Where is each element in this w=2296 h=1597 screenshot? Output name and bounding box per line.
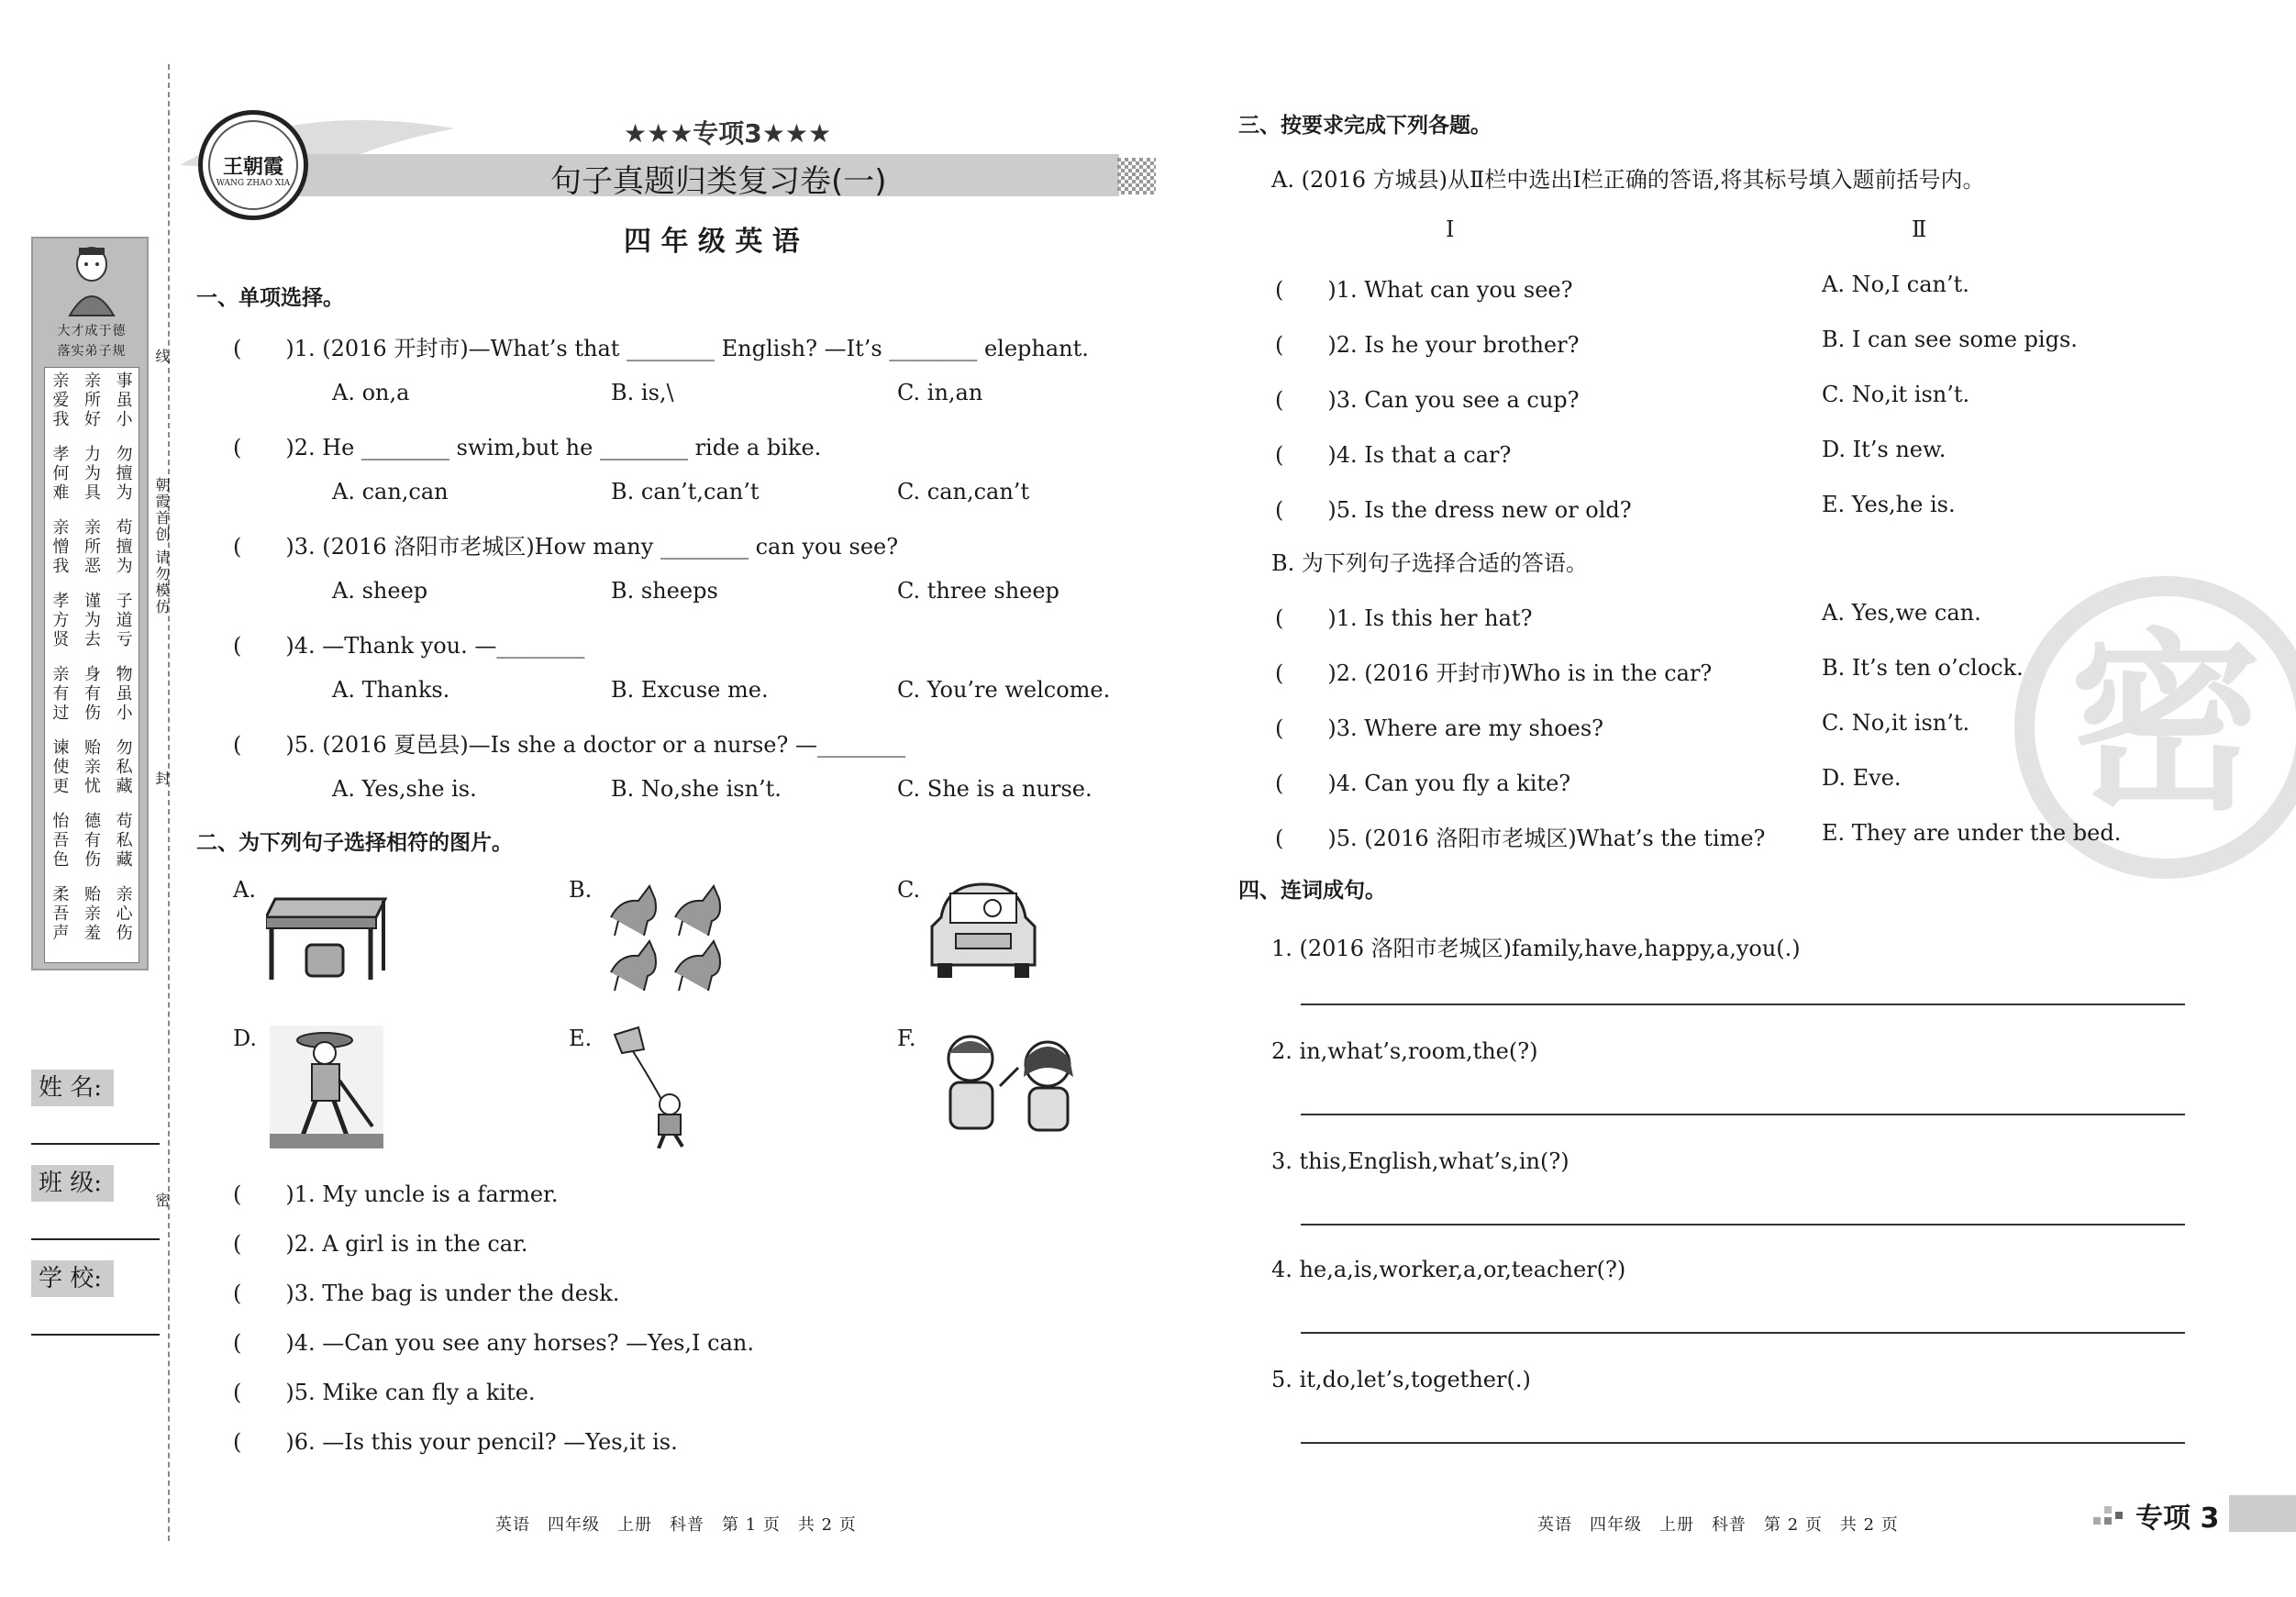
verse: 贻亲羞 (83, 885, 101, 943)
class-label: 班 级: (31, 1165, 114, 1202)
verse: 事虽小 (116, 372, 133, 429)
verse: 怡吾色 (52, 812, 70, 870)
answer-line[interactable] (1301, 1442, 2185, 1444)
p2-sentence: ( )3. The bag is under the desk. (233, 1281, 620, 1306)
option[interactable]: B. Excuse me. (611, 677, 769, 703)
option[interactable]: A. sheep (332, 578, 428, 604)
logo-subtext: WANG ZHAO XIA (216, 179, 291, 188)
option[interactable]: A. Thanks. (332, 677, 450, 703)
picture-label: D. (233, 1026, 258, 1051)
option[interactable]: C. can,can’t (897, 479, 1030, 505)
seal-note: 朝霞首创 请勿模仿 (153, 477, 171, 616)
verse: 谏使更 (52, 738, 70, 796)
school-label: 学 校: (31, 1260, 114, 1297)
verse: 柔吾声 (52, 885, 70, 943)
p3a-answer: E. Yes,he is. (1822, 492, 1956, 517)
p3a-question: ( )1. What can you see? (1275, 277, 1573, 303)
picture-label: F. (897, 1026, 916, 1051)
verse: 物虽小 (116, 665, 133, 723)
verse: 亲爱我 (52, 372, 70, 429)
scholar-figure-icon (61, 244, 123, 317)
verse: 苟擅为 (116, 518, 133, 576)
p3b-answer: D. Eve. (1822, 765, 1902, 791)
verse: 孝何难 (52, 445, 70, 503)
verse: 亲有过 (52, 665, 70, 723)
motto-line-1: 大才成于德 (57, 324, 127, 338)
kite-boy-picture (602, 1026, 703, 1148)
logo-text: 王朝霞 (222, 155, 283, 179)
page-title: 句子真题归类复习卷(一) (550, 163, 887, 200)
corner-label: 专项 3 (2135, 1503, 2220, 1535)
verse: 勿擅为 (116, 445, 133, 503)
option[interactable]: A. Yes,she is. (332, 776, 477, 802)
verse: 亲所恶 (83, 518, 101, 576)
verse: 子道亏 (116, 592, 133, 649)
name-field[interactable] (31, 1143, 160, 1145)
picture-label: E. (569, 1026, 593, 1051)
verse: 谨为去 (83, 592, 101, 649)
verse: 苟私藏 (116, 812, 133, 870)
p1-question: ( )2. He ________ swim,but he ________ ride a bike. (233, 435, 822, 460)
option[interactable]: B. No,she isn’t. (611, 776, 782, 802)
p2-sentence: ( )4. —Can you see any horses? —Yes,I can. (233, 1330, 754, 1356)
option[interactable]: B. sheeps (611, 578, 718, 604)
seal-note: 线 (153, 349, 171, 365)
option[interactable]: A. can,can (332, 479, 449, 505)
desk-with-bag-picture (266, 881, 394, 981)
p2-sentence: ( )2. A girl is in the car. (233, 1231, 528, 1257)
p1-question: ( )4. —Thank you. —________ (233, 633, 585, 659)
p3a-question: ( )4. Is that a car? (1275, 442, 1512, 468)
option[interactable]: B. can’t,can’t (611, 479, 760, 505)
p3b-question: ( )4. Can you fly a kite? (1275, 771, 1571, 796)
p4-item: 5. it,do,let’s,together(.) (1271, 1367, 1531, 1392)
p1-question: ( )1. (2016 开封市)—What’s that ________ English? —It’s ________ elephant. (233, 336, 1089, 361)
part2-heading: 二、为下列句子选择相符的图片。 (196, 831, 513, 855)
corner-dots-icon (2093, 1503, 2134, 1530)
verse: 贻亲忧 (83, 738, 101, 796)
p3b-question: ( )5. (2016 洛阳市老城区)What’s the time? (1275, 826, 1766, 851)
seal-note: 封 (153, 771, 171, 787)
part3a-instruction: A. (2016 方城县)从Ⅱ栏中选出Ⅰ栏正确的答语,将其标号填入题前括号内。 (1271, 167, 1985, 193)
farmer-picture (270, 1026, 383, 1148)
p3a-answer: C. No,it isn’t. (1822, 382, 1970, 407)
verse: 勿私藏 (116, 738, 133, 796)
picture-label: B. (569, 877, 593, 903)
option[interactable]: C. She is a nurse. (897, 776, 1093, 802)
school-field[interactable] (31, 1334, 160, 1336)
answer-line[interactable] (1301, 1004, 2185, 1005)
column-1-header: Ⅰ (1446, 216, 1455, 242)
p3a-question: ( )3. Can you see a cup? (1275, 387, 1580, 413)
p1-question: ( )5. (2016 夏邑县)—Is she a doctor or a nurse? —________ (233, 732, 905, 758)
p3b-question: ( )1. Is this her hat? (1275, 605, 1533, 631)
verse: 亲所好 (83, 372, 101, 429)
p2-sentence: ( )5. Mike can fly a kite. (233, 1380, 536, 1405)
picture-label: C. (897, 877, 921, 903)
seal-note: 密 (153, 1192, 171, 1209)
p4-item: 1. (2016 洛阳市老城区)family,have,happy,a,you(.) (1271, 936, 1801, 961)
option[interactable]: C. in,an (897, 380, 983, 405)
part3b-instruction: B. 为下列句子选择合适的答语。 (1271, 550, 1588, 576)
p3a-question: ( )2. Is he your brother? (1275, 332, 1580, 358)
verse: 德有伤 (83, 812, 101, 870)
name-label: 姓 名: (31, 1070, 114, 1106)
brand-logo (198, 110, 308, 220)
four-horses-picture (602, 881, 739, 1000)
answer-line[interactable] (1301, 1332, 2185, 1334)
p4-item: 4. he,a,is,worker,a,or,teacher(?) (1271, 1257, 1626, 1282)
motto-line-2: 落实弟子规 (57, 344, 127, 359)
picture-label: A. (233, 877, 256, 903)
verse: 亲憎我 (52, 518, 70, 576)
p3b-answer: B. It’s ten o’clock. (1822, 655, 2024, 681)
class-field[interactable] (31, 1238, 160, 1240)
p3b-answer: E. They are under the bed. (1822, 820, 2122, 846)
p4-item: 2. in,what’s,room,the(?) (1271, 1038, 1538, 1064)
p3b-answer: C. No,it isn’t. (1822, 710, 1970, 736)
verse: 孝方贤 (52, 592, 70, 649)
binding-dash-line (168, 64, 170, 1541)
p1-question: ( )3. (2016 洛阳市老城区)How many ________ can you see? (233, 534, 899, 560)
p3a-answer: B. I can see some pigs. (1822, 327, 2078, 352)
p2-sentence: ( )6. —Is this your pencil? —Yes,it is. (233, 1429, 678, 1455)
p4-item: 3. this,English,what’s,in(?) (1271, 1148, 1569, 1174)
footer-left: 英语 四年级 上册 科普 第 1 页 共 2 页 (495, 1515, 857, 1535)
verse: 亲心伤 (116, 885, 133, 943)
p3b-question: ( )2. (2016 开封市)Who is in the car? (1275, 660, 1713, 686)
part1-heading: 一、单项选择。 (196, 286, 344, 310)
page-subtitle: 四 年 级 英 语 (624, 226, 800, 258)
special-label: ★★★专项3★★★ (624, 118, 832, 149)
verse-panel (44, 367, 139, 963)
verse: 力为具 (83, 445, 101, 503)
corner-tab (2229, 1495, 2296, 1532)
option[interactable]: B. is,\ (611, 380, 674, 405)
p2-sentence: ( )1. My uncle is a farmer. (233, 1181, 559, 1207)
option[interactable]: A. on,a (332, 380, 410, 405)
part4-heading: 四、连词成句。 (1238, 879, 1386, 903)
sidebar-motto-box (31, 237, 149, 970)
checker-pattern-icon (1117, 158, 1156, 194)
answer-line[interactable] (1301, 1224, 2185, 1225)
part3-heading: 三、按要求完成下列各题。 (1238, 114, 1492, 138)
column-2-header: Ⅱ (1912, 216, 1927, 242)
footer-right: 英语 四年级 上册 科普 第 2 页 共 2 页 (1537, 1515, 1899, 1535)
p3a-question: ( )5. Is the dress new or old? (1275, 497, 1632, 523)
watermark-seal: 密 (2014, 576, 2296, 879)
p3a-answer: A. No,I can’t. (1822, 272, 1969, 297)
answer-line[interactable] (1301, 1114, 2185, 1115)
verse: 身有伤 (83, 665, 101, 723)
girl-in-car-picture (928, 881, 1038, 981)
p3a-answer: D. It’s new. (1822, 437, 1947, 462)
option[interactable]: C. You’re welcome. (897, 677, 1111, 703)
p3b-answer: A. Yes,we can. (1822, 600, 1981, 626)
boy-and-girl-picture (926, 1031, 1092, 1141)
option[interactable]: C. three sheep (897, 578, 1059, 604)
p3b-question: ( )3. Where are my shoes? (1275, 715, 1604, 741)
